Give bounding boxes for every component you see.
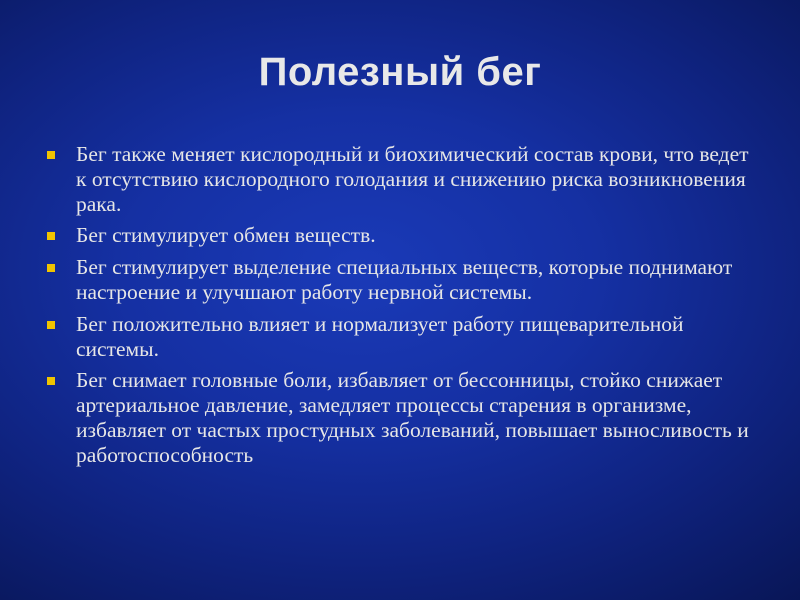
bullet-item — [44, 223, 756, 248]
bullet-list — [44, 142, 756, 475]
bullet-text: Бег снимает головные боли, избавляет от бессонницы, стойко снижает артериальное давление, замедляет процессы старения в организме, избавляет от частых простудных заболеваний, повышает выносливость и работоспособность — [76, 368, 749, 467]
slide-title: Полезный бег — [258, 50, 542, 94]
bullet-text: Бег стимулирует обмен веществ. — [76, 223, 376, 248]
bullet-item — [44, 255, 756, 305]
square-bullet-icon — [47, 232, 55, 240]
bullet-text: Бег также меняет кислородный и биохимический состав крови, что ведет к отсутствию кислородного голодания и снижению риска возникновения рака. — [76, 142, 749, 216]
square-bullet-icon — [47, 377, 55, 385]
bullet-item — [44, 312, 756, 362]
bullet-item — [44, 368, 756, 467]
square-bullet-icon — [47, 151, 55, 159]
bullet-text: Бег стимулирует выделение специальных веществ, которые поднимают настроение и улучшают работу нервной системы. — [76, 255, 733, 304]
square-bullet-icon — [47, 321, 55, 329]
bullet-item — [44, 142, 756, 216]
bullet-text: Бег положительно влияет и нормализует работу пищеварительной системы. — [76, 311, 684, 361]
square-bullet-icon — [47, 264, 55, 272]
